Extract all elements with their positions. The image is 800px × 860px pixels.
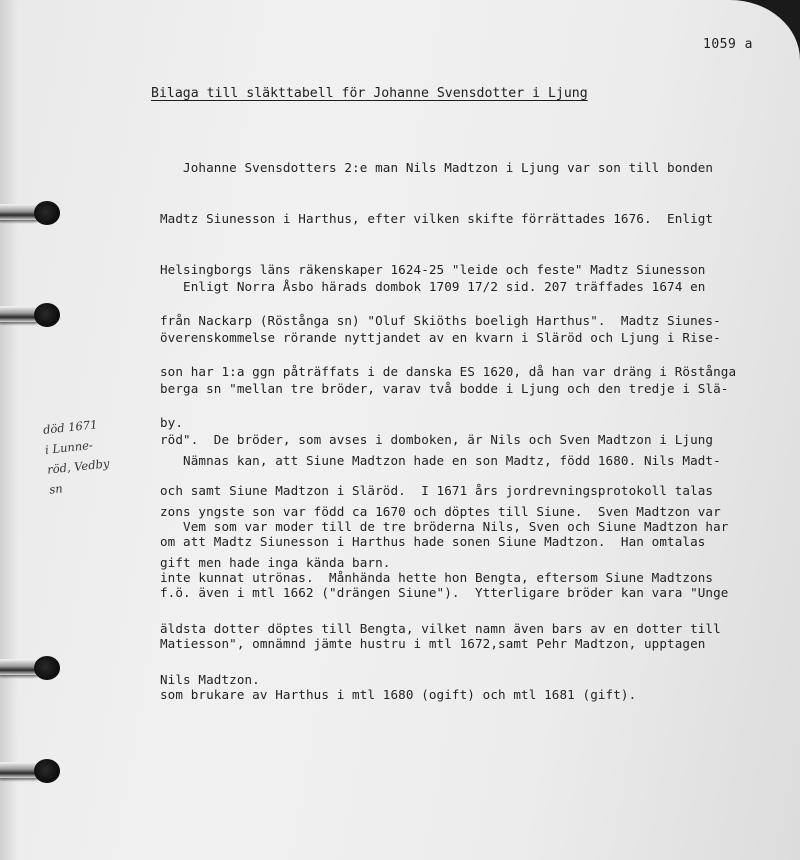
- text-line: Johanne Svensdotters 2:e man Nils Madtzon i Ljung var son till bonden: [160, 160, 714, 175]
- text-line: överenskommelse rörande nyttjandet av en kvarn i Släröd och Ljung i Rise-: [160, 330, 721, 345]
- text-line: gift men hade inga kända barn.: [160, 555, 391, 570]
- text-line: zons yngste son var född ca 1670 och döptes till Siune. Sven Madtzon var: [160, 504, 721, 519]
- text-line: röd". De bröder, som avses i domboken, är Nils och Sven Madtzon i Ljung: [160, 432, 714, 447]
- text-line: Madtz Siunesson i Harthus, efter vilken skifte förrättades 1676. Enligt: [160, 211, 714, 226]
- paragraph-4: [160, 484, 800, 722]
- text-line: inte kunnat utrönas. Månhända hette hon Bengta, eftersom Siune Madtzons: [160, 570, 714, 585]
- text-line: Helsingborgs läns räkenskaper 1624-25 "leide och feste" Madtz Siunesson: [160, 262, 706, 277]
- text-line: som brukare av Harthus i mtl 1680 (ogift) och mtl 1681 (gift).: [160, 687, 637, 702]
- page-number: 1059 a: [703, 37, 753, 52]
- note-line: i Lunne-: [44, 437, 94, 457]
- note-line: sn: [48, 481, 64, 497]
- text-line: Nämnas kan, att Siune Madtzon hade en son Madtz, född 1680. Nils Madt-: [160, 453, 721, 468]
- note-line: röd, Vedby: [46, 456, 110, 477]
- binding-shadow: [0, 0, 18, 860]
- text-line: Vem som var moder till de tre bröderna Nils, Sven och Siune Madtzon har: [160, 519, 729, 534]
- binder-ring: [0, 302, 58, 328]
- text-line: äldsta dotter döptes till Bengta, vilket namn även bars av en dotter till: [160, 621, 721, 636]
- text-line: Matiesson", omnämnd jämte hustru i mtl 1672,samt Pehr Madtzon, upptagen: [160, 636, 706, 651]
- binder-ring: [0, 655, 58, 681]
- text-line: och samt Siune Madtzon i Släröd. I 1671 års jordrevningsprotokoll talas: [160, 483, 714, 498]
- text-line: från Nackarp (Röstånga sn) "Oluf Skiöths boeligh Harthus". Madtz Siunes-: [160, 313, 721, 328]
- text-line: f.ö. även i mtl 1662 ("drängen Siune"). Ytterligare bröder kan vara "Unge: [160, 585, 729, 600]
- handwritten-margin-note: [42, 413, 112, 499]
- text-line: Nils Madtzon.: [160, 672, 260, 687]
- text-line: by.: [160, 415, 184, 430]
- binder-ring: [0, 200, 58, 226]
- text-line: om att Madtz Siunesson i Harthus hade sonen Siune Madtzon. Han omtalas: [160, 534, 706, 549]
- text-line: son har 1:a ggn påträffats i de danska ES 1620, då han var dräng i Röstånga: [160, 364, 737, 379]
- text-line: Enligt Norra Åsbo härads dombok 1709 17/2 sid. 207 träffades 1674 en: [160, 279, 706, 294]
- binder-ring: [0, 758, 58, 784]
- document-title: Bilaga till släkttabell för Johanne Svensdotter i Ljung: [151, 86, 588, 101]
- note-line: död 1671: [42, 417, 99, 437]
- text-line: berga sn "mellan tre bröder, varav två bodde i Ljung och den tredje i Slä-: [160, 381, 729, 396]
